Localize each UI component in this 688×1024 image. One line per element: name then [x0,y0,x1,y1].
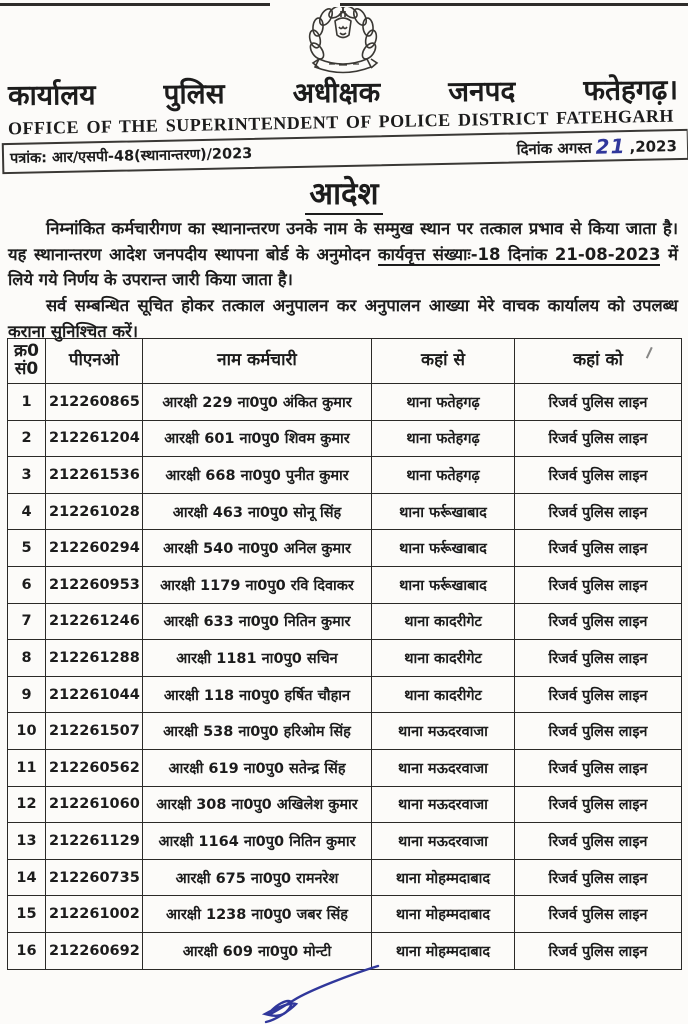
table-row [8,566,682,603]
cell-serial: 16 [8,932,46,969]
cell-employee-name: आरक्षी 118 ना0पु0 हर्षित चौहान [143,676,372,713]
table-header-row [8,339,682,384]
cell-serial: 13 [8,823,46,860]
cell-pno: 212261060 [46,786,143,823]
cell-from-station: थाना फर्रूखाबाद [372,493,515,530]
cell-pno: 212261507 [46,713,143,750]
cell-from-station: थाना फर्रूखाबाद [372,530,515,567]
cell-from-station: थाना फर्रूखाबाद [372,566,515,603]
cell-employee-name: आरक्षी 619 ना0पु0 सतेन्द्र सिंह [143,749,372,786]
cell-pno: 212260692 [46,932,143,969]
cell-serial: 12 [8,786,46,823]
cell-serial: 3 [8,457,46,494]
cell-employee-name: आरक्षी 463 ना0पु0 सोनू सिंह [143,493,372,530]
date-year: ,2023 [629,136,678,156]
cell-to-posting: रिजर्व पुलिस लाइन [515,493,682,530]
date-prefix: दिनांक अगस्त [516,138,592,158]
cell-employee-name: आरक्षी 609 ना0पु0 मोन्टी [143,932,372,969]
cell-employee-name: आरक्षी 1179 ना0पु0 रवि दिवाकर [143,566,372,603]
minutes-number-emphasis: कार्यवृत्त संख्याः-18 दिनांक 21-08-2023 [377,244,661,264]
cell-from-station: थाना मऊदरवाजा [372,749,515,786]
header-pno: पीएनओ [46,339,143,384]
order-body [8,216,678,345]
cell-from-station: थाना मऊदरवाजा [372,823,515,860]
table-row [8,640,682,677]
scan-border-line [0,3,688,6]
header-from: कहां से [372,339,515,384]
cell-employee-name: आरक्षी 229 ना0पु0 अंकित कुमार [143,384,372,421]
table-row [8,384,682,421]
cell-serial: 15 [8,896,46,933]
cell-to-posting: रिजर्व पुलिस लाइन [515,640,682,677]
cell-from-station: थाना मोहम्मदाबाद [372,932,515,969]
order-heading: आदेश [0,172,688,214]
cell-to-posting: रिजर्व पुलिस लाइन [515,932,682,969]
cell-to-posting: रिजर्व पुलिस लाइन [515,420,682,457]
cell-from-station: थाना फतेहगढ़ [372,457,515,494]
cell-pno: 212261204 [46,420,143,457]
cell-pno: 212260953 [46,566,143,603]
cell-serial: 5 [8,530,46,567]
cell-to-posting: रिजर्व पुलिस लाइन [515,859,682,896]
cell-serial: 4 [8,493,46,530]
office-title-english: OFFICE OF THE SUPERINTENDENT OF POLICE DISTRICT FATEHGARH [7,105,675,139]
table-row [8,530,682,567]
letter-number: पत्रांक: आर/एसपी-48(स्थानान्तरण)/2023 [9,145,253,167]
cell-to-posting: रिजर्व पुलिस लाइन [515,603,682,640]
cell-to-posting: रिजर्व पुलिस लाइन [515,786,682,823]
cell-pno: 212261288 [46,640,143,677]
cell-pno: 212261536 [46,457,143,494]
police-crest-emblem-icon [295,7,391,79]
cell-from-station: थाना कादरीगेट [372,676,515,713]
letter-date [516,132,677,159]
table-row [8,713,682,750]
cell-to-posting: रिजर्व पुलिस लाइन [515,823,682,860]
cell-from-station: थाना मऊदरवाजा [372,786,515,823]
cell-to-posting: रिजर्व पुलिस लाइन [515,713,682,750]
cell-from-station: थाना मऊदरवाजा [372,713,515,750]
date-day-handwritten: 21 [595,133,626,159]
header-serial: क्र0 सं0 [8,339,46,384]
cell-employee-name: आरक्षी 1238 ना0पु0 जबर सिंह [143,896,372,933]
cell-from-station: थाना मोहम्मदाबाद [372,859,515,896]
cell-employee-name: आरक्षी 1164 ना0पु0 नितिन कुमार [143,823,372,860]
cell-from-station: थाना फतेहगढ़ [372,420,515,457]
transfer-table-body [8,384,682,970]
cell-pno: 212260735 [46,859,143,896]
cell-employee-name: आरक्षी 1181 ना0पु0 सचिन [143,640,372,677]
table-row [8,823,682,860]
cell-pno: 212260562 [46,749,143,786]
order-paragraph-2: सर्व सम्बन्धित सूचित होकर तत्काल अनुपालन कर अनुपालन आख्या मेरे वाचक कार्यालय को उपलब्ध कराना सुनिश्चित करें। [8,296,678,341]
cell-employee-name: आरक्षी 668 ना0पु0 पुनीत कुमार [143,457,372,494]
cell-to-posting: रिजर्व पुलिस लाइन [515,530,682,567]
cell-to-posting: रिजर्व पुलिस लाइन [515,676,682,713]
header-to: कहां को [515,339,682,384]
cell-employee-name: आरक्षी 601 ना0पु0 शिवम कुमार [143,420,372,457]
cell-pno: 212261044 [46,676,143,713]
cell-employee-name: आरक्षी 538 ना0पु0 हरिओम सिंह [143,713,372,750]
cell-pno: 212261028 [46,493,143,530]
cell-pno: 212260294 [46,530,143,567]
cell-pno: 212261246 [46,603,143,640]
cell-to-posting: रिजर्व पुलिस लाइन [515,384,682,421]
cell-serial: 14 [8,859,46,896]
cell-serial: 11 [8,749,46,786]
header-name: नाम कर्मचारी [143,339,372,384]
table-row [8,896,682,933]
cell-to-posting: रिजर्व पुलिस लाइन [515,896,682,933]
transfer-table [7,338,682,970]
cell-serial: 9 [8,676,46,713]
cell-serial: 2 [8,420,46,457]
cell-employee-name: आरक्षी 540 ना0पु0 अनिल कुमार [143,530,372,567]
office-title-hindi: कार्यालय पुलिस अधीक्षक जनपद फतेहगढ़। [7,73,679,112]
table-row [8,749,682,786]
cell-from-station: थाना फतेहगढ़ [372,384,515,421]
cell-employee-name: आरक्षी 675 ना0पु0 रामनरेश [143,859,372,896]
table-row [8,420,682,457]
cell-pno: 212261129 [46,823,143,860]
cell-employee-name: आरक्षी 308 ना0पु0 अखिलेश कुमार [143,786,372,823]
cell-serial: 6 [8,566,46,603]
cell-to-posting: रिजर्व पुलिस लाइन [515,566,682,603]
table-row [8,493,682,530]
table-row [8,457,682,494]
cell-serial: 8 [8,640,46,677]
cell-from-station: थाना मोहम्मदाबाद [372,896,515,933]
table-row [8,786,682,823]
cell-to-posting: रिजर्व पुलिस लाइन [515,749,682,786]
cell-from-station: थाना कादरीगेट [372,640,515,677]
table-row [8,859,682,896]
cell-serial: 10 [8,713,46,750]
cell-pno: 212261002 [46,896,143,933]
cell-from-station: थाना कादरीगेट [372,603,515,640]
cell-to-posting: रिजर्व पुलिस लाइन [515,457,682,494]
cell-pno: 212260865 [46,384,143,421]
signature-scribble-icon [232,958,382,1024]
order-paragraph-1: निम्नांकित कर्मचारीगण का स्थानान्तरण उनके नाम के सम्मुख स्थान पर तत्काल प्रभाव से किया जाता है। यह स्थानान्तरण आदेश जनपदीय स्थापना बोर्ड के अनुमोदन कार्यवृत्त संख्याः-18 दिनांक 21-08-2023 में लिये गये निर्णय के उपरान्त जारी किया जाता है। [8,219,678,290]
cell-serial: 1 [8,384,46,421]
cell-employee-name: आरक्षी 633 ना0पु0 नितिन कुमार [143,603,372,640]
cell-serial: 7 [8,603,46,640]
table-row [8,676,682,713]
table-row [8,603,682,640]
